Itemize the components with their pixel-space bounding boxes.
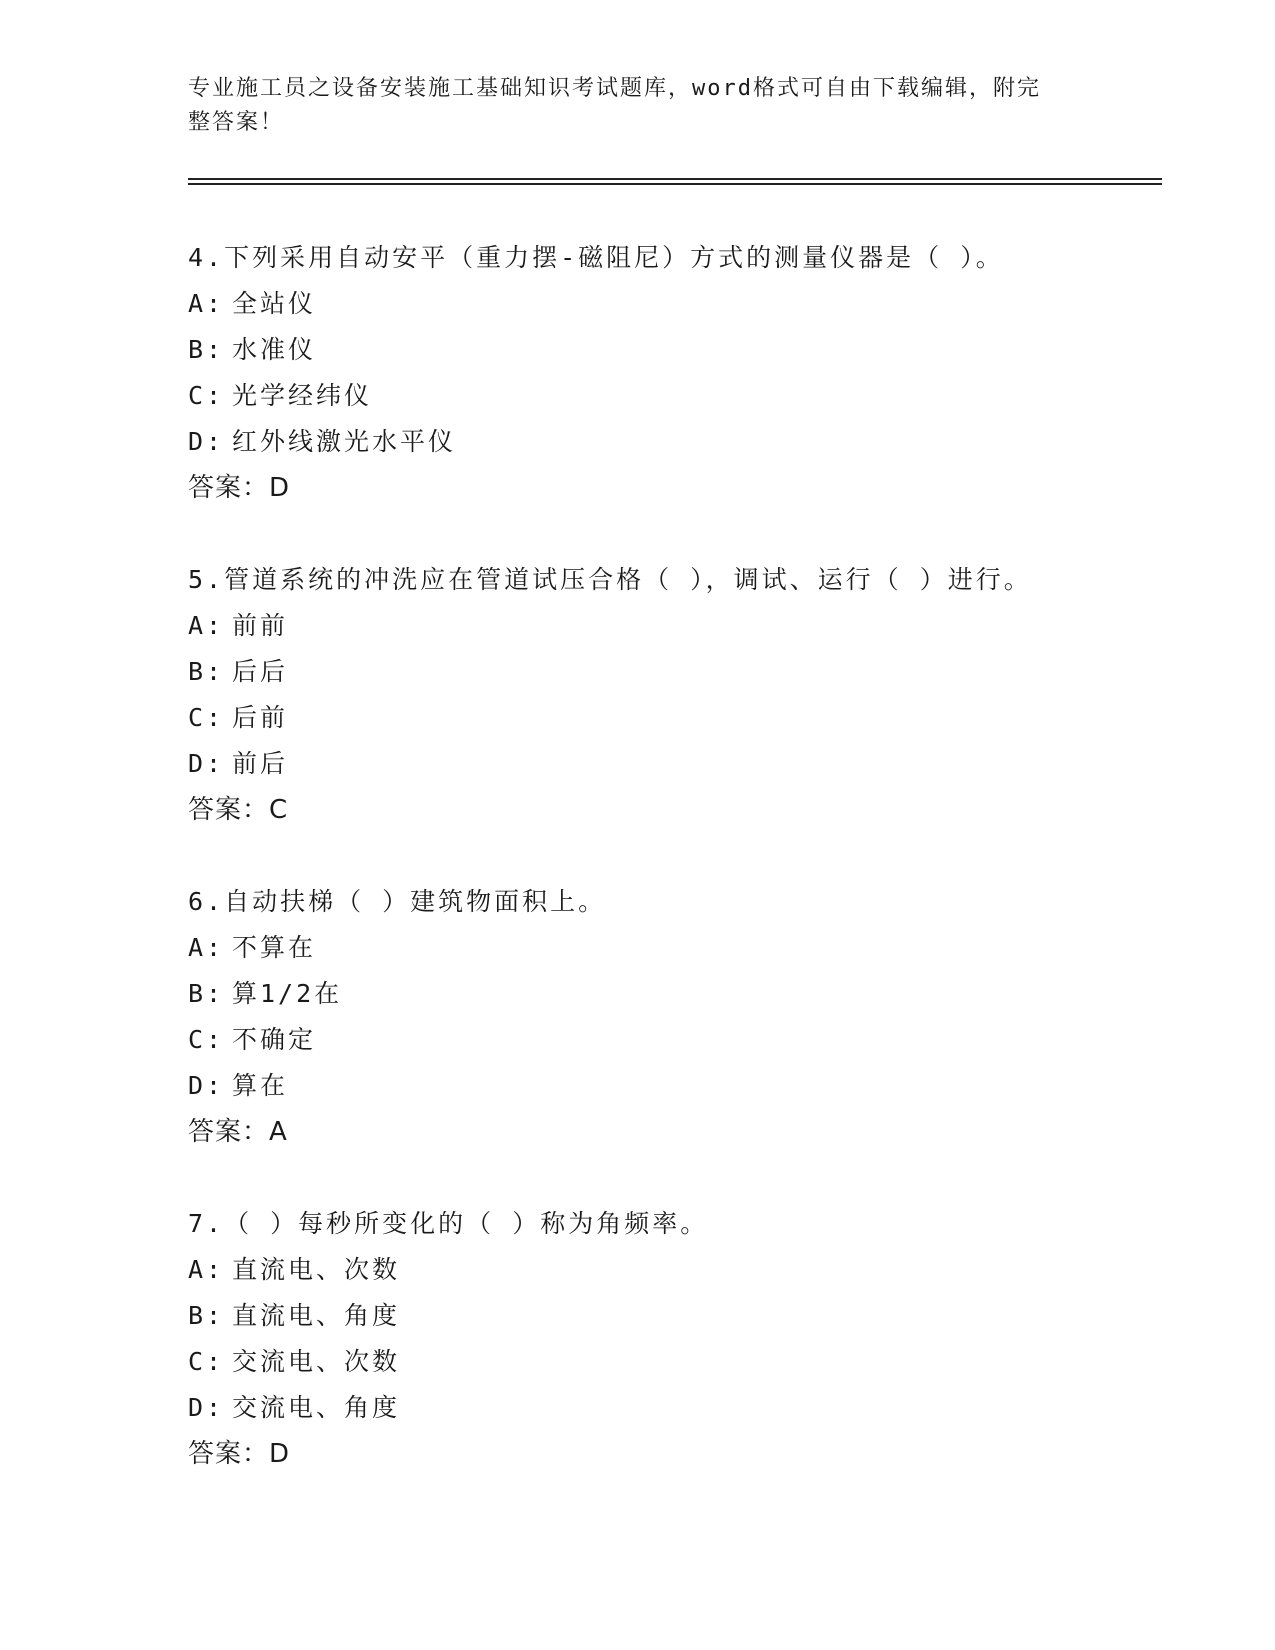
option-text: 算1/2在 — [232, 979, 343, 1008]
option-a — [188, 1247, 1148, 1293]
option-key: B: — [188, 979, 225, 1008]
answer-line: 答案：C — [188, 795, 289, 825]
option-d — [188, 741, 1148, 787]
option-c — [188, 1017, 1148, 1063]
question-6 — [188, 879, 1148, 1155]
question-stem: 4.下列采用自动安平（重力摆-磁阻尼）方式的测量仪器是（ ）。 — [188, 243, 1004, 272]
option-key: A: — [188, 1255, 225, 1284]
option-text: 光学经纬仪 — [232, 381, 373, 410]
header-divider-bottom — [188, 183, 1162, 185]
option-key: A: — [188, 611, 225, 640]
option-c — [188, 1339, 1148, 1385]
option-key: A: — [188, 289, 225, 318]
option-key: C: — [188, 381, 225, 410]
question-5 — [188, 557, 1148, 833]
option-text: 交流电、次数 — [232, 1347, 401, 1376]
option-a — [188, 603, 1148, 649]
option-b — [188, 327, 1148, 373]
option-text: 不确定 — [232, 1025, 317, 1054]
option-key: D: — [188, 427, 225, 456]
option-a — [188, 281, 1148, 327]
option-key: B: — [188, 335, 225, 364]
answer-line: 答案：D — [188, 473, 291, 503]
option-d — [188, 1385, 1148, 1431]
option-text: 算在 — [232, 1071, 289, 1100]
option-key: D: — [188, 1393, 225, 1422]
option-a — [188, 925, 1148, 971]
header-line-2: 整答案！ — [188, 110, 285, 135]
option-key: C: — [188, 703, 225, 732]
answer-line: 答案：D — [188, 1439, 291, 1469]
option-key: C: — [188, 1025, 225, 1054]
option-key: C: — [188, 1347, 225, 1376]
option-text: 交流电、角度 — [232, 1393, 401, 1422]
option-text: 红外线激光水平仪 — [232, 427, 457, 456]
header-divider-top — [188, 178, 1162, 180]
option-text: 直流电、角度 — [232, 1301, 401, 1330]
option-text: 后前 — [232, 703, 289, 732]
option-text: 不算在 — [232, 933, 317, 962]
answer-line: 答案：A — [188, 1117, 288, 1147]
document-header — [188, 72, 1088, 140]
option-b — [188, 971, 1148, 1017]
question-7 — [188, 1201, 1148, 1477]
option-text: 水准仪 — [232, 335, 317, 364]
option-key: B: — [188, 657, 225, 686]
question-stem: 5.管道系统的冲洗应在管道试压合格（ ），调试、运行（ ）进行。 — [188, 565, 1032, 594]
question-stem: 7.（ ）每秒所变化的（ ）称为角频率。 — [188, 1209, 709, 1238]
option-text: 前前 — [232, 611, 289, 640]
option-key: D: — [188, 1071, 225, 1100]
option-key: A: — [188, 933, 225, 962]
option-d — [188, 419, 1148, 465]
question-4 — [188, 235, 1148, 511]
header-line-1: 专业施工员之设备安装施工基础知识考试题库，word格式可自由下载编辑，附完 — [188, 76, 1041, 101]
option-c — [188, 373, 1148, 419]
option-text: 直流电、次数 — [232, 1255, 401, 1284]
question-stem: 6.自动扶梯（ ）建筑物面积上。 — [188, 887, 607, 916]
option-b — [188, 649, 1148, 695]
option-c — [188, 695, 1148, 741]
option-text: 前后 — [232, 749, 289, 778]
option-text: 后后 — [232, 657, 289, 686]
option-d — [188, 1063, 1148, 1109]
option-text: 全站仪 — [232, 289, 317, 318]
option-b — [188, 1293, 1148, 1339]
option-key: B: — [188, 1301, 225, 1330]
option-key: D: — [188, 749, 225, 778]
